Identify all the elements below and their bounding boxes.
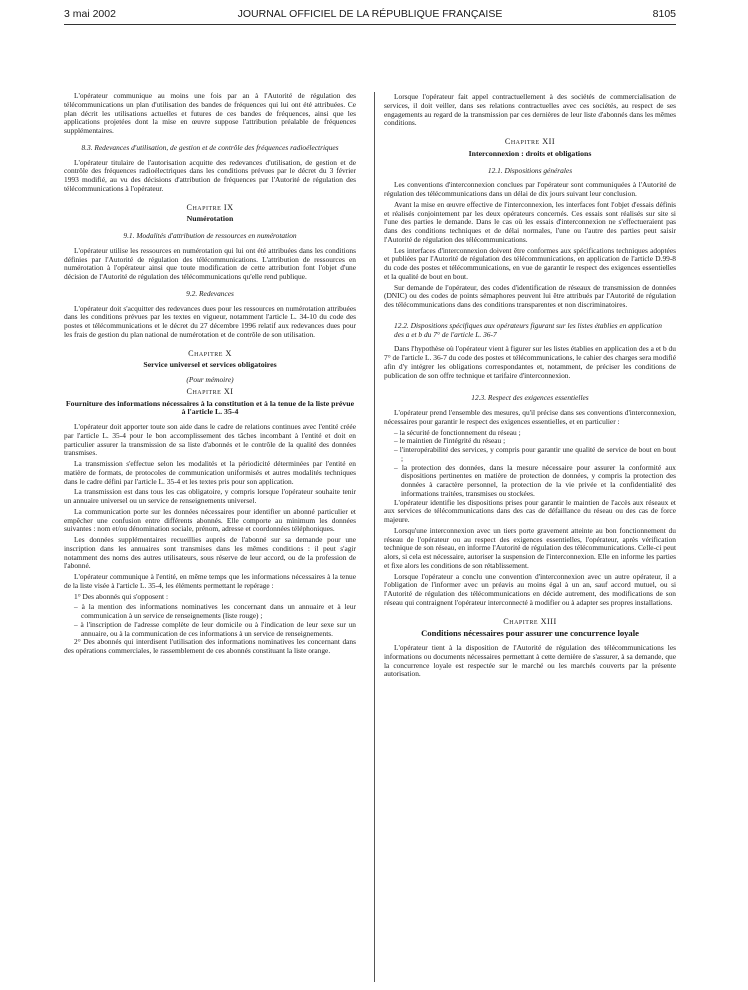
- numbered-item: 2° Des abonnés qui interdisent l'utilisation des informations nominatives les concernant dans des opérations commerciales, le rassemblement de ces abonnés constituant la liste orange.: [64, 637, 356, 655]
- paragraph: Les données supplémentaires recueillies auprès de l'abonné sur sa demande pour une inscription dans les annuaires sont transmises dans les mêmes conditions : il peut s'agir notamment des noms des autres utilisateurs, sous réserve de leur accord, ou de la profession de l'abonné.: [64, 535, 356, 571]
- list-item: – l'interopérabilité des services, y compris pour garantir une qualité de service de bout en bout ;: [394, 445, 676, 463]
- left-column: [64, 92, 356, 658]
- memo-note: (Pour mémoire): [186, 375, 234, 384]
- paragraph: Sur demande de l'opérateur, des codes d'identification de réseaux de transmission de données (DNIC) ou des codes de points sémaphores peuvent lui être attribués par l'Autorité de régulation des télécommunications dans des conditions transparentes et non discriminatoires.: [384, 282, 676, 309]
- paragraph: L'opérateur tient à la disposition de l'Autorité de régulation des télécommunications les informations ou documents nécessaires permettant à cette dernière de s'assurer, à sa demande, que la concurrence loyale est respectée sur le marché ou les marchés couverts par la présente autorisation.: [384, 643, 676, 679]
- paragraph: La communication porte sur les données nécessaires pour identifier un abonné particulier et empêcher une confusion entre différents abonnés. Elle comporte au minimum les données suivantes : nom et/ou dénomination sociale, prénom, adresse et coordonnées téléphoniques.: [64, 506, 356, 534]
- section-heading: 12.3. Respect des exigences essentielles: [471, 393, 589, 403]
- paragraph: L'opérateur utilise les ressources en numérotation qui lui ont été attribuées dans les conditions définies par l'Autorité de régulation des télécommunications. L'attribution de ressources en numérotation à l'opérateur ainsi que toute modification de cette attribution font l'objet d'une décision de l'Autorité de régulation des télécommunications qu'elle rend publique.: [64, 245, 356, 281]
- chapter-title: Conditions nécessaires pour assurer une concurrence loyale: [421, 628, 639, 639]
- list-item: – la protection des données, dans la mesure nécessaire pour assurer la conformité aux dispositions pertinentes en matière de protection de données, y compris la protection des données à caractère personnel, la protection de la vie privée et la confidentialité des informations traitées, transmises ou stockées.: [394, 462, 676, 498]
- chapter-title: Interconnexion : droits et obligations: [468, 148, 592, 158]
- section-heading: 12.1. Dispositions générales: [487, 165, 573, 175]
- chapter-number: Chapitre XII: [504, 137, 556, 146]
- paragraph: L'opérateur doit apporter toute son aide dans le cadre de relations continues avec l'entité créée par l'article L. 35-4 pour le bon accomplissement des tâches incombant à l'entité et doit en particulier assurer la transmission de sa liste d'abonnés et le contrôle de la qualité des données transmises.: [64, 422, 356, 458]
- column-divider: [374, 92, 375, 982]
- header-page-number: 8105: [652, 8, 676, 20]
- chapter-title: Service universel et services obligatoires: [143, 360, 277, 370]
- list-item: – le maintien de l'intégrité du réseau ;: [394, 436, 506, 446]
- chapter-number: Chapitre IX: [186, 202, 234, 212]
- section-heading: 8.3. Redevances d'utilisation, de gestion et de contrôle des fréquences radioélectriques: [81, 142, 339, 152]
- paragraph: L'opérateur doit s'acquitter des redevances dues pour les ressources en numérotation attribuées dans les conditions prévues par les textes en vigueur, notamment l'article L. 34-10 du code des postes et télécommunications et le décret du 27 décembre 1996 relatif aux redevances dues pour les frais de gestion du plan national de numérotation et de contrôle de son utilisation.: [64, 303, 356, 339]
- list-item: – à la mention des informations nominatives les concernant dans un annuaire et à leur communication à un service de renseignements (liste rouge) ;: [74, 602, 356, 620]
- chapter-number: Chapitre XI: [186, 386, 234, 396]
- header-title: JOURNAL OFFICIEL DE LA RÉPUBLIQUE FRANÇAISE: [237, 8, 503, 20]
- list-item: – à l'inscription de l'adresse complète de leur domicile ou à l'indication de leur sexe sur un annuaire, ou à la communication de ces informations à un service de renseignements.: [74, 619, 356, 638]
- paragraph: Dans l'hypothèse où l'opérateur vient à figurer sur les listes établies en application des a et b du 7° de l'article L. 36-7 du code des postes et télécommunications, le cahier des charges sera modifié afin d'y intégrer les obligations correspondantes et, notamment, de préciser les conditions de publication de son offre technique et tarifaire d'interconnexion.: [384, 344, 676, 380]
- paragraph: L'opérateur identifie les dispositions prises pour garantir le maintien de l'accès aux réseaux et aux services de télécommunications dans des cas de défaillance du réseau ou des cas de force majeure.: [384, 497, 676, 524]
- chapter-title: Numérotation: [186, 214, 234, 224]
- paragraph: Les interfaces d'interconnexion doivent être conformes aux spécifications techniques adoptées et publiées par l'Autorité de régulation des télécommunications, en application de l'article D.99-8 du code des postes et télécommunications, en vue de garantir le respect des exigences essentielles et la qualité de bout en bout.: [384, 245, 676, 281]
- right-column: [384, 93, 676, 681]
- paragraph: Lorsque l'opérateur a conclu une convention d'interconnexion avec un autre opérateur, il a l'obligation de l'informer avec un préavis au moins égal à un an, sauf accord mutuel, ou si l'Autorité de régulation des télécommunications en décide autrement, des modifications de son réseau qui contraignent l'opérateur interconnecté à modifier ou à adapter ses propres installations.: [384, 571, 676, 607]
- paragraph: L'opérateur communique au moins une fois par an à l'Autorité de régulation des télécommunications un plan d'utilisation des bandes de fréquences qui lui ont été attribuées. Ce plan décrit les utilisations actuelles et futures de ces bandes de fréquences, ainsi que les applications projetées dont la mise en œuvre suppose l'attribution préalable de fréquences supplémentaires.: [64, 91, 356, 135]
- chapter-number: Chapitre X: [188, 348, 232, 358]
- paragraph: L'opérateur titulaire de l'autorisation acquitte des redevances d'utilisation, de gestion et de contrôle des fréquences radioélectriques dans les conditions prévues par le décret du 3 février 1993 modifié, au vu des décisions d'attribution de fréquences par l'Autorité de régulation des télécommunications à l'opérateur.: [64, 157, 356, 193]
- paragraph: Lorsque l'opérateur fait appel contractuellement à des sociétés de commercialisation de services, il doit veiller, dans ses relations contractuelles avec ces sociétés, au respect de ses engagements au regard de la transmission par ces dernières de leur liste d'abonnés dans les mêmes conditions.: [384, 92, 676, 128]
- paragraph: L'opérateur communique à l'entité, en même temps que les informations nécessaires à la tenue de la liste visée à l'article L. 35-4, les éléments permettant le repérage :: [64, 572, 356, 590]
- chapter-number: Chapitre XIII: [503, 616, 557, 626]
- chapter-title: Fourniture des informations nécessaires à la constitution et à la tenue de la liste prévue à l'article L. 35-4: [65, 398, 355, 417]
- list-item: – la sécurité de fonctionnement du réseau ;: [394, 427, 521, 437]
- paragraph: Lorsqu'une interconnexion avec un tiers porte gravement atteinte au bon fonctionnement du réseau de l'opérateur ou au respect des exigences essentielles, l'opérateur, après vérification technique de son réseau, en informe l'Autorité de régulation des télécommunications. Celle-ci peut alors, si cela est nécessaire, autoriser la suspension de l'interconnexion. Elle en informe les parties et fixe alors les conditions de son rétablissement.: [384, 525, 676, 570]
- page-header: [64, 8, 676, 25]
- section-heading: 12.2. Dispositions spécifiques aux opérateurs figurant sur les listes établies en application des a et b du 7° de l'article L. 36-7: [394, 320, 662, 339]
- section-heading: 9.2. Redevances: [186, 288, 234, 298]
- paragraph: Les conventions d'interconnexion conclues par l'opérateur sont communiquées à l'Autorité de régulation des télécommunications dans un délai de dix jours suivant leur conclusion.: [384, 180, 676, 198]
- section-heading: 9.1. Modalités d'attribution de ressources en numérotation: [123, 231, 297, 240]
- paragraph: La transmission est dans tous les cas obligatoire, y compris lorsque l'opérateur souhaite tenir un annuaire universel ou un service de renseignements universel.: [64, 487, 356, 505]
- numbered-item: 1° Des abonnés qui s'opposent :: [74, 591, 168, 601]
- paragraph: L'opérateur prend l'ensemble des mesures, qu'il précise dans ses conventions d'interconnexion, nécessaires pour garantir le respect des exigences essentielles, et en particulier :: [384, 408, 676, 426]
- paragraph: La transmission s'effectue selon les modalités et la périodicité déterminées par l'entité en matière de formats, de protocoles de communication uniformisés et autres modalités techniques dans le cadre défini par l'article L. 35-4 et les textes pris pour son application.: [64, 459, 356, 486]
- header-date: 3 mai 2002: [64, 8, 116, 20]
- paragraph: Avant la mise en œuvre effective de l'interconnexion, les interfaces font l'objet d'essais définis et réalisés conjointement par les deux opérateurs concernés. Ces essais sont réalisés sur site si l'une des parties le demande. Dans le cas où les essais d'interconnexion ne s'effectueraient pas dans des conditions techniques et de délai normales, l'une ou l'autre des parties peut saisir l'Autorité de régulation des télécommunications.: [384, 199, 676, 244]
